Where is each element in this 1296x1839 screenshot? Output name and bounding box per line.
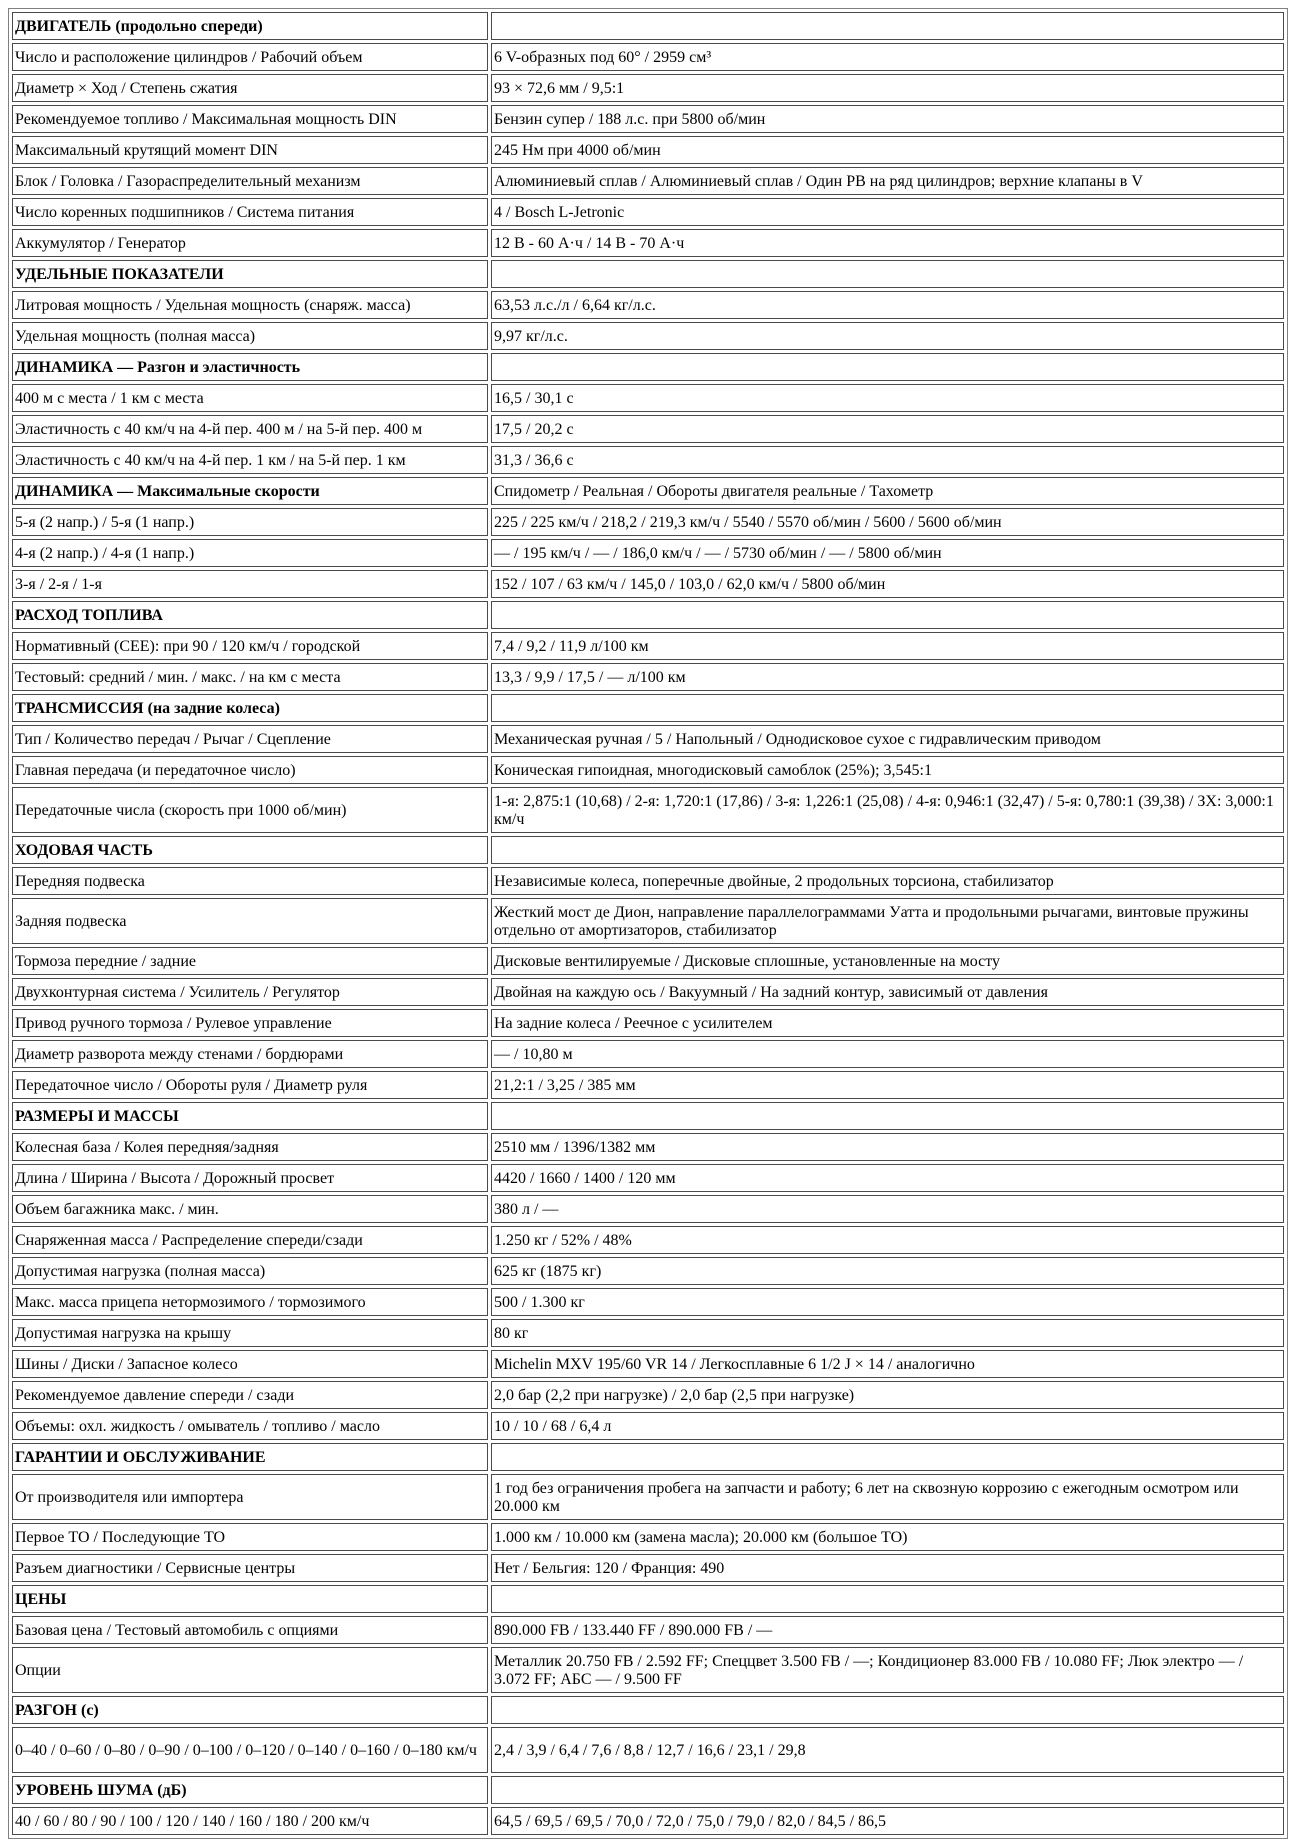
- section-header-row: [12, 1102, 1284, 1130]
- parameter-label: 4-я (2 напр.) / 4-я (1 напр.): [12, 539, 488, 567]
- section-value: [491, 1776, 1284, 1804]
- parameter-value: 63,53 л.с./л / 6,64 кг/л.с.: [491, 291, 1284, 319]
- table-row: [12, 136, 1284, 164]
- table-row: [12, 384, 1284, 412]
- table-row: [12, 1727, 1284, 1773]
- parameter-label: Блок / Головка / Газораспределительный механизм: [12, 167, 488, 195]
- table-row: [12, 1381, 1284, 1409]
- parameter-value: 13,3 / 9,9 / 17,5 / — л/100 км: [491, 663, 1284, 691]
- parameter-label: 5-я (2 напр.) / 5-я (1 напр.): [12, 508, 488, 536]
- table-row: [12, 1647, 1284, 1693]
- parameter-label: Базовая цена / Тестовый автомобиль с опциями: [12, 1616, 488, 1644]
- table-row: [12, 978, 1284, 1006]
- table-row: [12, 167, 1284, 195]
- parameter-value: — / 10,80 м: [491, 1040, 1284, 1068]
- parameter-value: 1.000 км / 10.000 км (замена масла); 20.000 км (большое ТО): [491, 1523, 1284, 1551]
- section-header-row: [12, 12, 1284, 40]
- parameter-value: 1.250 кг / 52% / 48%: [491, 1226, 1284, 1254]
- table-row: [12, 1164, 1284, 1192]
- section-title: УРОВЕНЬ ШУМА (дБ): [12, 1776, 488, 1804]
- parameter-label: Тип / Количество передач / Рычаг / Сцепление: [12, 725, 488, 753]
- table-row: [12, 1009, 1284, 1037]
- parameter-value: 2510 мм / 1396/1382 мм: [491, 1133, 1284, 1161]
- section-value: [491, 12, 1284, 40]
- section-header-row: [12, 1696, 1284, 1724]
- table-row: [12, 1350, 1284, 1378]
- parameter-label: Опции: [12, 1647, 488, 1693]
- parameter-value: Michelin MXV 195/60 VR 14 / Легкосплавные 6 1/2 J × 14 / аналогично: [491, 1350, 1284, 1378]
- parameter-label: От производителя или импортера: [12, 1474, 488, 1520]
- table-row: [12, 1807, 1284, 1835]
- parameter-label: Объемы: охл. жидкость / омыватель / топливо / масло: [12, 1412, 488, 1440]
- table-row: [12, 1412, 1284, 1440]
- parameter-label: Тормоза передние / задние: [12, 947, 488, 975]
- section-header-row: [12, 601, 1284, 629]
- parameter-value: Жесткий мост де Дион, направление параллелограммами Уатта и продольными рычагами, винтовые пружины отдельно от амортизаторов, стабилизатор: [491, 898, 1284, 944]
- parameter-value: 625 кг (1875 кг): [491, 1257, 1284, 1285]
- table-row: [12, 322, 1284, 350]
- section-header-row: [12, 1443, 1284, 1471]
- table-row: [12, 43, 1284, 71]
- parameter-value: Металлик 20.750 FB / 2.592 FF; Спеццвет 3.500 FB / —; Кондиционер 83.000 FB / 10.080 FF; Люк электро — / 3.072 FF; АБС — / 9.500 FF: [491, 1647, 1284, 1693]
- table-row: [12, 1474, 1284, 1520]
- parameter-value: 10 / 10 / 68 / 6,4 л: [491, 1412, 1284, 1440]
- table-row: [12, 1226, 1284, 1254]
- parameter-label: Аккумулятор / Генератор: [12, 229, 488, 257]
- parameter-value: 17,5 / 20,2 с: [491, 415, 1284, 443]
- table-row: [12, 1040, 1284, 1068]
- parameter-label: Длина / Ширина / Высота / Дорожный просвет: [12, 1164, 488, 1192]
- parameter-label: Эластичность с 40 км/ч на 4-й пер. 1 км / на 5-й пер. 1 км: [12, 446, 488, 474]
- parameter-label: Удельная мощность (полная масса): [12, 322, 488, 350]
- parameter-label: Передняя подвеска: [12, 867, 488, 895]
- table-row: [12, 198, 1284, 226]
- parameter-value: 31,3 / 36,6 с: [491, 446, 1284, 474]
- parameter-value: 1 год без ограничения пробега на запчасти и работу; 6 лет на сквозную коррозию с ежегодным осмотром или 20.000 км: [491, 1474, 1284, 1520]
- section-title: РАЗМЕРЫ И МАССЫ: [12, 1102, 488, 1130]
- section-value: [491, 1102, 1284, 1130]
- parameter-value: 93 × 72,6 мм / 9,5:1: [491, 74, 1284, 102]
- parameter-label: Тестовый: средний / мин. / макс. / на км с места: [12, 663, 488, 691]
- parameter-value: 2,0 бар (2,2 при нагрузке) / 2,0 бар (2,5 при нагрузке): [491, 1381, 1284, 1409]
- parameter-value: Коническая гипоидная, многодисковый самоблок (25%); 3,545:1: [491, 756, 1284, 784]
- table-row: [12, 570, 1284, 598]
- parameter-value: Бензин супер / 188 л.с. при 5800 об/мин: [491, 105, 1284, 133]
- table-row: [12, 1554, 1284, 1582]
- section-title: ДИНАМИКА — Разгон и эластичность: [12, 353, 488, 381]
- section-value: [491, 353, 1284, 381]
- parameter-value: Нет / Бельгия: 120 / Франция: 490: [491, 1554, 1284, 1582]
- parameter-value: 21,2:1 / 3,25 / 385 мм: [491, 1071, 1284, 1099]
- spec-table: [8, 8, 1288, 1839]
- parameter-label: Рекомендуемое давление спереди / сзади: [12, 1381, 488, 1409]
- table-row: [12, 229, 1284, 257]
- section-value: [491, 1696, 1284, 1724]
- table-row: [12, 291, 1284, 319]
- parameter-label: 0–40 / 0–60 / 0–80 / 0–90 / 0–100 / 0–120 / 0–140 / 0–160 / 0–180 км/ч: [12, 1727, 488, 1773]
- table-row: [12, 1257, 1284, 1285]
- table-row: [12, 1616, 1284, 1644]
- parameter-label: Задняя подвеска: [12, 898, 488, 944]
- parameter-label: Нормативный (CEE): при 90 / 120 км/ч / городской: [12, 632, 488, 660]
- parameter-label: 3-я / 2-я / 1-я: [12, 570, 488, 598]
- parameter-value: 6 V-образных под 60° / 2959 см³: [491, 43, 1284, 71]
- parameter-label: Число и расположение цилиндров / Рабочий объем: [12, 43, 488, 71]
- parameter-value: 16,5 / 30,1 с: [491, 384, 1284, 412]
- section-value: [491, 1443, 1284, 1471]
- table-row: [12, 947, 1284, 975]
- parameter-value: 9,97 кг/л.с.: [491, 322, 1284, 350]
- section-title: ДВИГАТЕЛЬ (продольно спереди): [12, 12, 488, 40]
- parameter-label: Максимальный крутящий момент DIN: [12, 136, 488, 164]
- parameter-label: Главная передача (и передаточное число): [12, 756, 488, 784]
- section-title: РАСХОД ТОПЛИВА: [12, 601, 488, 629]
- table-row: [12, 74, 1284, 102]
- parameter-value: 225 / 225 км/ч / 218,2 / 219,3 км/ч / 5540 / 5570 об/мин / 5600 / 5600 об/мин: [491, 508, 1284, 536]
- parameter-value: 890.000 FB / 133.440 FF / 890.000 FB / —: [491, 1616, 1284, 1644]
- parameter-label: Литровая мощность / Удельная мощность (снаряж. масса): [12, 291, 488, 319]
- section-value: [491, 836, 1284, 864]
- section-title: УДЕЛЬНЫЕ ПОКАЗАТЕЛИ: [12, 260, 488, 288]
- parameter-value: 12 В - 60 А·ч / 14 В - 70 А·ч: [491, 229, 1284, 257]
- section-title: ЦЕНЫ: [12, 1585, 488, 1613]
- table-row: [12, 105, 1284, 133]
- parameter-label: Рекомендуемое топливо / Максимальная мощность DIN: [12, 105, 488, 133]
- parameter-value: 380 л / —: [491, 1195, 1284, 1223]
- parameter-label: Эластичность с 40 км/ч на 4-й пер. 400 м / на 5-й пер. 400 м: [12, 415, 488, 443]
- table-row: [12, 1523, 1284, 1551]
- table-row: [12, 1133, 1284, 1161]
- table-row: [12, 1195, 1284, 1223]
- parameter-value: 245 Нм при 4000 об/мин: [491, 136, 1284, 164]
- table-row: [12, 787, 1284, 833]
- parameter-value: Алюминиевый сплав / Алюминиевый сплав / Один РВ на ряд цилиндров; верхние клапаны в V: [491, 167, 1284, 195]
- section-value: [491, 694, 1284, 722]
- parameter-value: Дисковые вентилируемые / Дисковые сплошные, установленные на мосту: [491, 947, 1284, 975]
- section-title: ДИНАМИКА — Максимальные скорости: [12, 477, 488, 505]
- parameter-label: Двухконтурная система / Усилитель / Регулятор: [12, 978, 488, 1006]
- table-row: [12, 508, 1284, 536]
- table-row: [12, 632, 1284, 660]
- table-row: [12, 1071, 1284, 1099]
- table-row: [12, 867, 1284, 895]
- parameter-label: Объем багажника макс. / мин.: [12, 1195, 488, 1223]
- table-row: [12, 725, 1284, 753]
- parameter-value: Независимые колеса, поперечные двойные, 2 продольных торсиона, стабилизатор: [491, 867, 1284, 895]
- parameter-label: Допустимая нагрузка на крышу: [12, 1319, 488, 1347]
- parameter-label: Допустимая нагрузка (полная масса): [12, 1257, 488, 1285]
- parameter-label: Диаметр × Ход / Степень сжатия: [12, 74, 488, 102]
- parameter-label: Передаточное число / Обороты руля / Диаметр руля: [12, 1071, 488, 1099]
- section-header-row: [12, 260, 1284, 288]
- table-row: [12, 898, 1284, 944]
- section-title: ГАРАНТИИ И ОБСЛУЖИВАНИЕ: [12, 1443, 488, 1471]
- section-header-row: [12, 1585, 1284, 1613]
- parameter-value: 2,4 / 3,9 / 6,4 / 7,6 / 8,8 / 12,7 / 16,6 / 23,1 / 29,8: [491, 1727, 1284, 1773]
- section-title: ТРАНСМИССИЯ (на задние колеса): [12, 694, 488, 722]
- parameter-value: 80 кг: [491, 1319, 1284, 1347]
- table-row: [12, 663, 1284, 691]
- table-row: [12, 756, 1284, 784]
- parameter-label: 400 м с места / 1 км с места: [12, 384, 488, 412]
- section-title: ХОДОВАЯ ЧАСТЬ: [12, 836, 488, 864]
- section-value: [491, 601, 1284, 629]
- table-row: [12, 539, 1284, 567]
- section-header-row: [12, 694, 1284, 722]
- section-header-row: [12, 353, 1284, 381]
- parameter-value: 500 / 1.300 кг: [491, 1288, 1284, 1316]
- table-row: [12, 415, 1284, 443]
- section-value: [491, 260, 1284, 288]
- parameter-label: Привод ручного тормоза / Рулевое управление: [12, 1009, 488, 1037]
- parameter-label: Передаточные числа (скорость при 1000 об/мин): [12, 787, 488, 833]
- parameter-label: Диаметр разворота между стенами / бордюрами: [12, 1040, 488, 1068]
- parameter-value: Механическая ручная / 5 / Напольный / Однодисковое сухое с гидравлическим приводом: [491, 725, 1284, 753]
- table-row: [12, 1288, 1284, 1316]
- section-title: РАЗГОН (с): [12, 1696, 488, 1724]
- section-header-row: [12, 1776, 1284, 1804]
- parameter-value: 152 / 107 / 63 км/ч / 145,0 / 103,0 / 62,0 км/ч / 5800 об/мин: [491, 570, 1284, 598]
- parameter-value: 7,4 / 9,2 / 11,9 л/100 км: [491, 632, 1284, 660]
- parameter-label: Шины / Диски / Запасное колесо: [12, 1350, 488, 1378]
- parameter-value: 64,5 / 69,5 / 69,5 / 70,0 / 72,0 / 75,0 / 79,0 / 82,0 / 84,5 / 86,5: [491, 1807, 1284, 1835]
- spec-table-body: [12, 12, 1284, 1835]
- parameter-value: 1-я: 2,875:1 (10,68) / 2-я: 1,720:1 (17,86) / 3-я: 1,226:1 (25,08) / 4-я: 0,946:1 (32,47) / 5-я: 0,780:1 (39,38) / ЗХ: 3,000:1 км/ч: [491, 787, 1284, 833]
- parameter-label: Разъем диагностики / Сервисные центры: [12, 1554, 488, 1582]
- section-value: [491, 1585, 1284, 1613]
- section-header-row: [12, 477, 1284, 505]
- section-header-row: [12, 836, 1284, 864]
- parameter-value: 4 / Bosch L-Jetronic: [491, 198, 1284, 226]
- parameter-value: — / 195 км/ч / — / 186,0 км/ч / — / 5730 об/мин / — / 5800 об/мин: [491, 539, 1284, 567]
- parameter-value: 4420 / 1660 / 1400 / 120 мм: [491, 1164, 1284, 1192]
- parameter-label: Макс. масса прицепа нетормозимого / тормозимого: [12, 1288, 488, 1316]
- parameter-label: Первое ТО / Последующие ТО: [12, 1523, 488, 1551]
- parameter-label: Снаряженная масса / Распределение спереди/сзади: [12, 1226, 488, 1254]
- table-row: [12, 446, 1284, 474]
- parameter-value: На задние колеса / Реечное с усилителем: [491, 1009, 1284, 1037]
- parameter-label: 40 / 60 / 80 / 90 / 100 / 120 / 140 / 160 / 180 / 200 км/ч: [12, 1807, 488, 1835]
- section-value: Спидометр / Реальная / Обороты двигателя реальные / Тахометр: [491, 477, 1284, 505]
- table-row: [12, 1319, 1284, 1347]
- parameter-label: Число коренных подшипников / Система питания: [12, 198, 488, 226]
- parameter-label: Колесная база / Колея передняя/задняя: [12, 1133, 488, 1161]
- parameter-value: Двойная на каждую ось / Вакуумный / На задний контур, зависимый от давления: [491, 978, 1284, 1006]
